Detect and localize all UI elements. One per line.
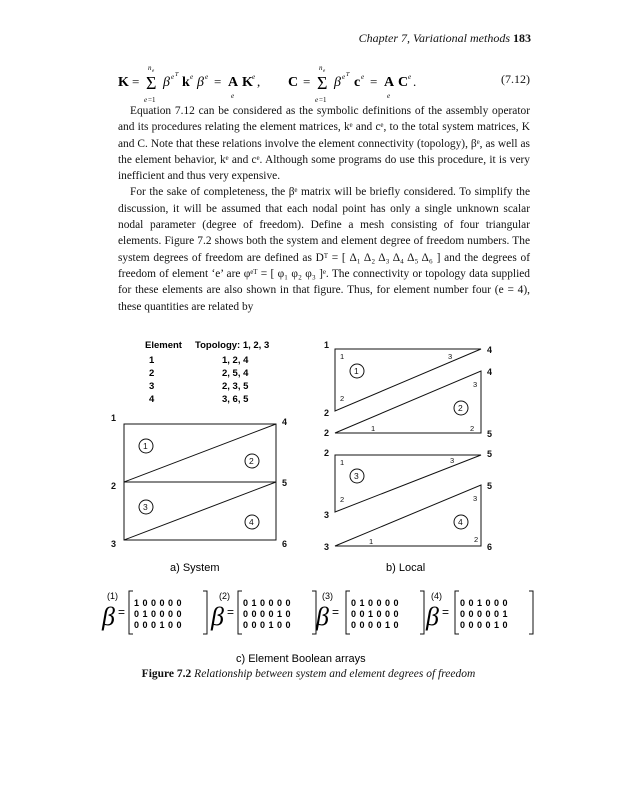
svg-text:e: e xyxy=(144,96,148,104)
svg-text:3: 3 xyxy=(143,502,148,512)
svg-text:.: . xyxy=(413,74,417,89)
paragraph-1: Equation 7.12 can be considered as the symbolic definitions of the assembly operator and its procedures relating the element matrices, kᵉ and cᵉ, to the total system matrices, K and C. Note that these relations involve the element connectivity (topology), βᵉ, as well as the element behavior, kᵉ and cᵉ. Although some programs do use this procedure, it is very inefficient and thus very expensive. xyxy=(118,105,530,183)
svg-text:0 0 0 1 0 0: 0 0 0 1 0 0 xyxy=(243,620,292,630)
body-text xyxy=(118,103,530,315)
svg-text:e: e xyxy=(408,73,412,81)
figure-label: Figure 7.2 xyxy=(141,668,192,680)
svg-text:5: 5 xyxy=(487,449,493,459)
svg-text:β: β xyxy=(163,75,170,90)
equation-number: (7.12) xyxy=(501,72,530,86)
table-topology: 2, 3, 5 xyxy=(222,381,249,392)
svg-text:6: 6 xyxy=(282,539,288,549)
svg-text:1: 1 xyxy=(354,366,359,376)
paragraph-2: For the sake of completeness, the βᵉ matrix will be briefly considered. To simplify the discussion, it will be assumed that each nodal point has only a single unknown scalar nodal parameter (degree of freedom). Define a mesh consisting of four triangular elements. Figure 7.2 shows both the system and element degree of freedom numbers. The system degrees of freedom are defined as Dᵀ = [ Δ₁ Δ₂ Δ₃ Δ₄ Δ₅ Δ₆ ] and the degrees of freedom of element ‘e’ are φᵉᵀ = [ φ₁ φ₂ φ₃ ]ᵉ. The connectivity or topology data supplied for these elements are also shown in that figure. Thus, for element number four (e = 4), these quantities are related by xyxy=(118,186,530,313)
svg-text:2: 2 xyxy=(340,394,345,403)
table-topology: 3, 6, 5 xyxy=(222,394,249,405)
svg-text:0 1 0 0 0 0: 0 1 0 0 0 0 xyxy=(243,598,292,608)
svg-text:=: = xyxy=(370,74,378,89)
svg-text:4: 4 xyxy=(458,517,463,527)
table-header-element: Element xyxy=(145,340,182,351)
svg-text:K: K xyxy=(118,75,129,90)
svg-text:4: 4 xyxy=(487,345,493,355)
svg-text:e: e xyxy=(323,69,326,74)
svg-text:6: 6 xyxy=(487,542,493,552)
svg-text:2: 2 xyxy=(340,495,345,504)
svg-text:=: = xyxy=(442,605,450,619)
svg-text:C: C xyxy=(398,75,409,90)
svg-text:K: K xyxy=(242,75,253,90)
svg-text:(4): (4) xyxy=(431,591,442,601)
svg-text:β: β xyxy=(197,75,204,90)
svg-text:3: 3 xyxy=(448,352,453,361)
svg-text:1: 1 xyxy=(369,537,374,546)
local-label: b) Local xyxy=(386,562,426,574)
running-header xyxy=(359,31,531,46)
topology-table xyxy=(145,340,269,405)
table-element: 4 xyxy=(149,394,155,405)
svg-text:c: c xyxy=(354,75,361,90)
svg-text:1: 1 xyxy=(340,352,345,361)
svg-text:3: 3 xyxy=(111,539,117,549)
svg-text:1: 1 xyxy=(143,441,148,451)
svg-text:3: 3 xyxy=(324,510,330,520)
figure-caption-text: Relationship between system and element degrees of freedom xyxy=(194,668,476,680)
equation-graphic xyxy=(118,58,530,108)
svg-text:e: e xyxy=(171,73,175,81)
svg-text:0 0 1 0 0 0: 0 0 1 0 0 0 xyxy=(460,598,509,608)
svg-text:4: 4 xyxy=(282,417,288,427)
svg-text:3: 3 xyxy=(450,456,455,465)
svg-text:=: = xyxy=(332,605,340,619)
system-labels xyxy=(111,413,287,549)
boolean-arrays xyxy=(101,591,533,634)
svg-text:2: 2 xyxy=(470,424,475,433)
svg-text:5: 5 xyxy=(487,481,493,491)
svg-text:β: β xyxy=(334,75,341,90)
svg-text:e: e xyxy=(361,73,365,81)
system-label: a) System xyxy=(170,562,220,574)
svg-text:1: 1 xyxy=(111,413,117,423)
svg-text:0 0 0 0 1 0: 0 0 0 0 1 0 xyxy=(460,620,509,630)
svg-text:3: 3 xyxy=(473,494,478,503)
svg-text:0 0 1 0 0 0: 0 0 1 0 0 0 xyxy=(351,609,400,619)
table-header-topology: Topology: 1, 2, 3 xyxy=(195,340,270,351)
svg-text:e: e xyxy=(231,92,235,100)
table-topology: 1, 2, 4 xyxy=(222,355,249,366)
svg-text:=: = xyxy=(227,605,235,619)
boolean-label: c) Element Boolean arrays xyxy=(236,653,366,665)
svg-text:e: e xyxy=(205,73,209,81)
table-element: 3 xyxy=(149,381,155,392)
svg-text:(2): (2) xyxy=(219,591,230,601)
equation-7-12 xyxy=(118,58,530,108)
svg-text:2: 2 xyxy=(458,403,463,413)
svg-text:3: 3 xyxy=(473,380,478,389)
local-mesh xyxy=(335,349,481,546)
table-topology: 2, 5, 4 xyxy=(222,368,249,379)
table-element: 1 xyxy=(149,355,155,366)
svg-text:k: k xyxy=(182,75,190,90)
svg-text:β: β xyxy=(102,602,115,631)
chapter-title: Chapter 7, Variational methods xyxy=(358,31,510,45)
svg-text:2: 2 xyxy=(324,408,330,418)
svg-text:=: = xyxy=(214,74,222,89)
svg-text:T: T xyxy=(346,72,350,78)
svg-text:4: 4 xyxy=(249,517,254,527)
svg-text:β: β xyxy=(316,602,329,631)
svg-text:1: 1 xyxy=(324,340,330,350)
svg-text:2: 2 xyxy=(474,535,479,544)
svg-text:(3): (3) xyxy=(322,591,333,601)
svg-text:A: A xyxy=(384,75,395,90)
svg-text:1: 1 xyxy=(371,424,376,433)
svg-text:Σ: Σ xyxy=(146,73,157,93)
svg-text:=1: =1 xyxy=(319,96,327,104)
svg-text:3: 3 xyxy=(324,542,330,552)
svg-text:0 0 0 0 1 0: 0 0 0 0 1 0 xyxy=(351,620,400,630)
svg-text:A: A xyxy=(228,75,239,90)
svg-text:2: 2 xyxy=(324,448,330,458)
svg-text:T: T xyxy=(175,72,179,78)
svg-text:0 1 0 0 0 0: 0 1 0 0 0 0 xyxy=(351,598,400,608)
svg-text:e: e xyxy=(387,92,391,100)
svg-text:=: = xyxy=(132,74,140,89)
svg-text:2: 2 xyxy=(324,428,330,438)
svg-text:3: 3 xyxy=(354,471,359,481)
svg-text:0 1 0 0 0 0: 0 1 0 0 0 0 xyxy=(134,609,183,619)
svg-text:5: 5 xyxy=(487,429,493,439)
svg-text:=1: =1 xyxy=(148,96,156,104)
svg-text:e: e xyxy=(342,73,346,81)
svg-text:1: 1 xyxy=(340,458,345,467)
svg-text:=: = xyxy=(303,74,311,89)
svg-text:0 0 0 0 0 1: 0 0 0 0 0 1 xyxy=(460,609,509,619)
svg-text:β: β xyxy=(211,602,224,631)
svg-text:1 0 0 0 0 0: 1 0 0 0 0 0 xyxy=(134,598,183,608)
local-labels xyxy=(324,340,492,552)
svg-text:e: e xyxy=(152,69,155,74)
svg-text:0 0 0 1 0 0: 0 0 0 1 0 0 xyxy=(134,620,183,630)
page-number: 183 xyxy=(513,31,531,45)
svg-text:5: 5 xyxy=(282,478,288,488)
figure-caption xyxy=(0,668,617,680)
svg-text:n: n xyxy=(148,64,152,72)
svg-text:β: β xyxy=(426,602,439,631)
system-mesh xyxy=(124,424,276,540)
svg-text:C: C xyxy=(288,75,299,90)
svg-text:=: = xyxy=(118,605,126,619)
svg-text:e: e xyxy=(252,73,256,81)
svg-text:2: 2 xyxy=(111,481,117,491)
svg-text:0 0 0 0 1 0: 0 0 0 0 1 0 xyxy=(243,609,292,619)
svg-text:(1): (1) xyxy=(107,591,118,601)
svg-text:e: e xyxy=(190,73,194,81)
svg-text:2: 2 xyxy=(249,456,254,466)
svg-text:,: , xyxy=(257,74,261,89)
svg-text:4: 4 xyxy=(487,367,493,377)
svg-text:n: n xyxy=(319,64,323,72)
table-element: 2 xyxy=(149,368,155,379)
svg-text:e: e xyxy=(315,96,319,104)
svg-text:Σ: Σ xyxy=(317,73,328,93)
